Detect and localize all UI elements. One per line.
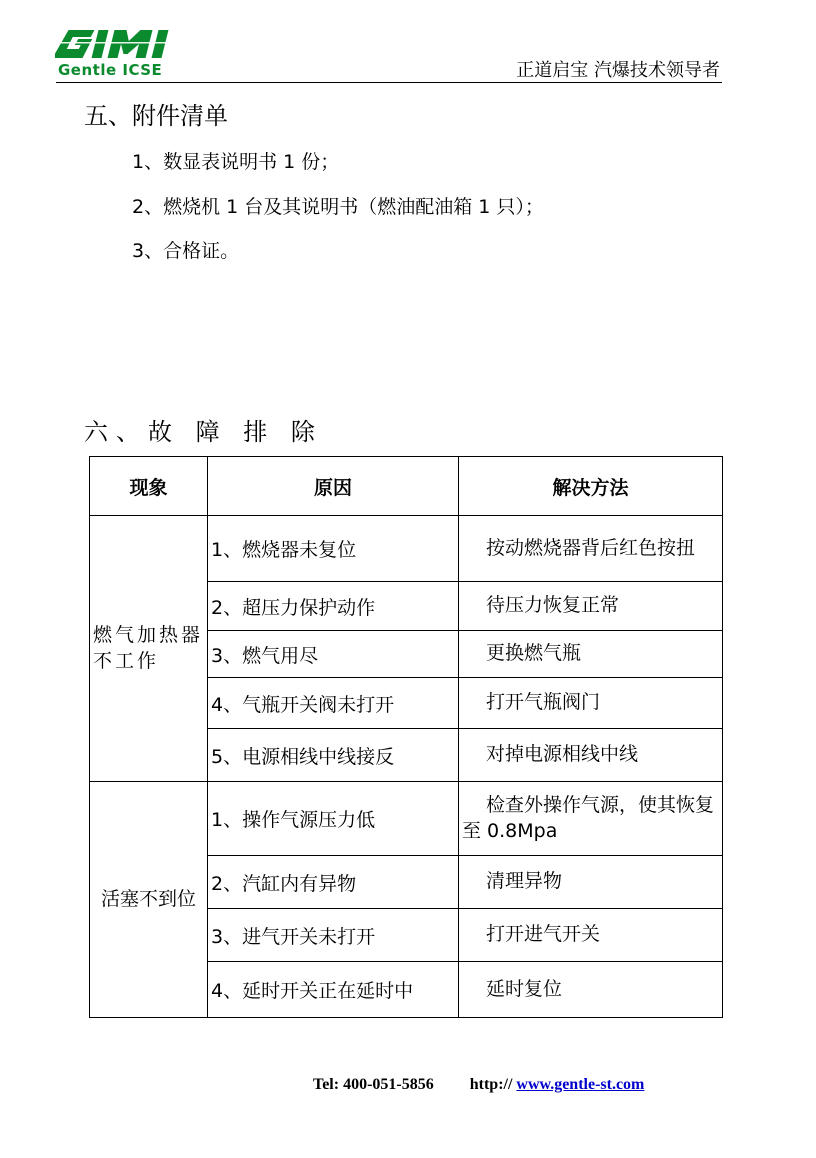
logo-subtitle: Gentle ICSE	[58, 61, 163, 79]
solution-text: 按动燃烧器背后红色按扭	[486, 536, 696, 559]
attachment-item: 2、燃烧机 1 台及其说明书（燃油配油箱 1 只）；	[132, 196, 544, 218]
header-cause: 原因	[208, 457, 459, 516]
phenomenon-cell: 活塞不到位	[90, 782, 208, 1018]
solution-cell	[459, 631, 723, 678]
solution-text: 检查外操作气源，使其恢复至 0.8Mpa	[462, 793, 715, 842]
solution-text: 打开进气开关	[486, 923, 601, 946]
section-title-troubleshooting: 六、故 障 排 除	[84, 418, 323, 446]
footer-website-link[interactable]: www.gentle-st.com	[516, 1076, 645, 1093]
cause-cell: 3、进气开关未打开	[208, 909, 459, 962]
solution-text: 对掉电源相线中线	[486, 743, 639, 766]
solution-cell	[459, 729, 723, 782]
attachment-item: 1、数显表说明书 1 份；	[132, 151, 340, 173]
solution-cell	[459, 856, 723, 909]
cause-cell: 2、汽缸内有异物	[208, 856, 459, 909]
solution-text: 延时复位	[486, 977, 563, 1000]
cause-cell: 1、操作气源压力低	[208, 782, 459, 856]
footer-tel: Tel: 400-051-5856	[313, 1076, 434, 1093]
cause-cell: 1、燃烧器未复位	[208, 516, 459, 582]
table-row	[90, 782, 723, 856]
attachment-item: 3、合格证。	[132, 240, 240, 262]
table-header-row	[90, 457, 723, 516]
solution-text: 待压力恢复正常	[486, 594, 620, 617]
cause-cell: 3、燃气用尽	[208, 631, 459, 678]
cause-cell: 4、延时开关正在延时中	[208, 962, 459, 1018]
header-divider	[56, 82, 722, 83]
cause-cell: 4、气瓶开关阀未打开	[208, 678, 459, 729]
solution-cell	[459, 516, 723, 582]
cause-cell: 2、超压力保护动作	[208, 582, 459, 631]
header-slogan: 正道启宝 汽爆技术领导者	[516, 60, 720, 81]
phenomenon-cell: 燃气加热器不工作	[90, 516, 208, 782]
solution-text: 更换燃气瓶	[486, 642, 582, 665]
footer-http-label: http://	[469, 1076, 513, 1093]
solution-cell	[459, 782, 723, 856]
solution-cell	[459, 962, 723, 1018]
header-phenomenon: 现象	[90, 457, 208, 516]
table-row	[90, 516, 723, 582]
solution-cell	[459, 909, 723, 962]
header-solution: 解决方法	[459, 457, 723, 516]
section-title-attachments: 五、附件清单	[84, 102, 228, 130]
page-footer	[313, 1076, 644, 1094]
solution-cell	[459, 582, 723, 631]
solution-cell	[459, 678, 723, 729]
company-logo	[55, 28, 190, 78]
solution-text: 清理异物	[486, 870, 563, 893]
cause-cell: 5、电源相线中线接反	[208, 729, 459, 782]
gimi-logo-mark	[55, 28, 190, 60]
solution-text: 打开气瓶阀门	[486, 691, 601, 714]
troubleshooting-table	[89, 456, 723, 1018]
